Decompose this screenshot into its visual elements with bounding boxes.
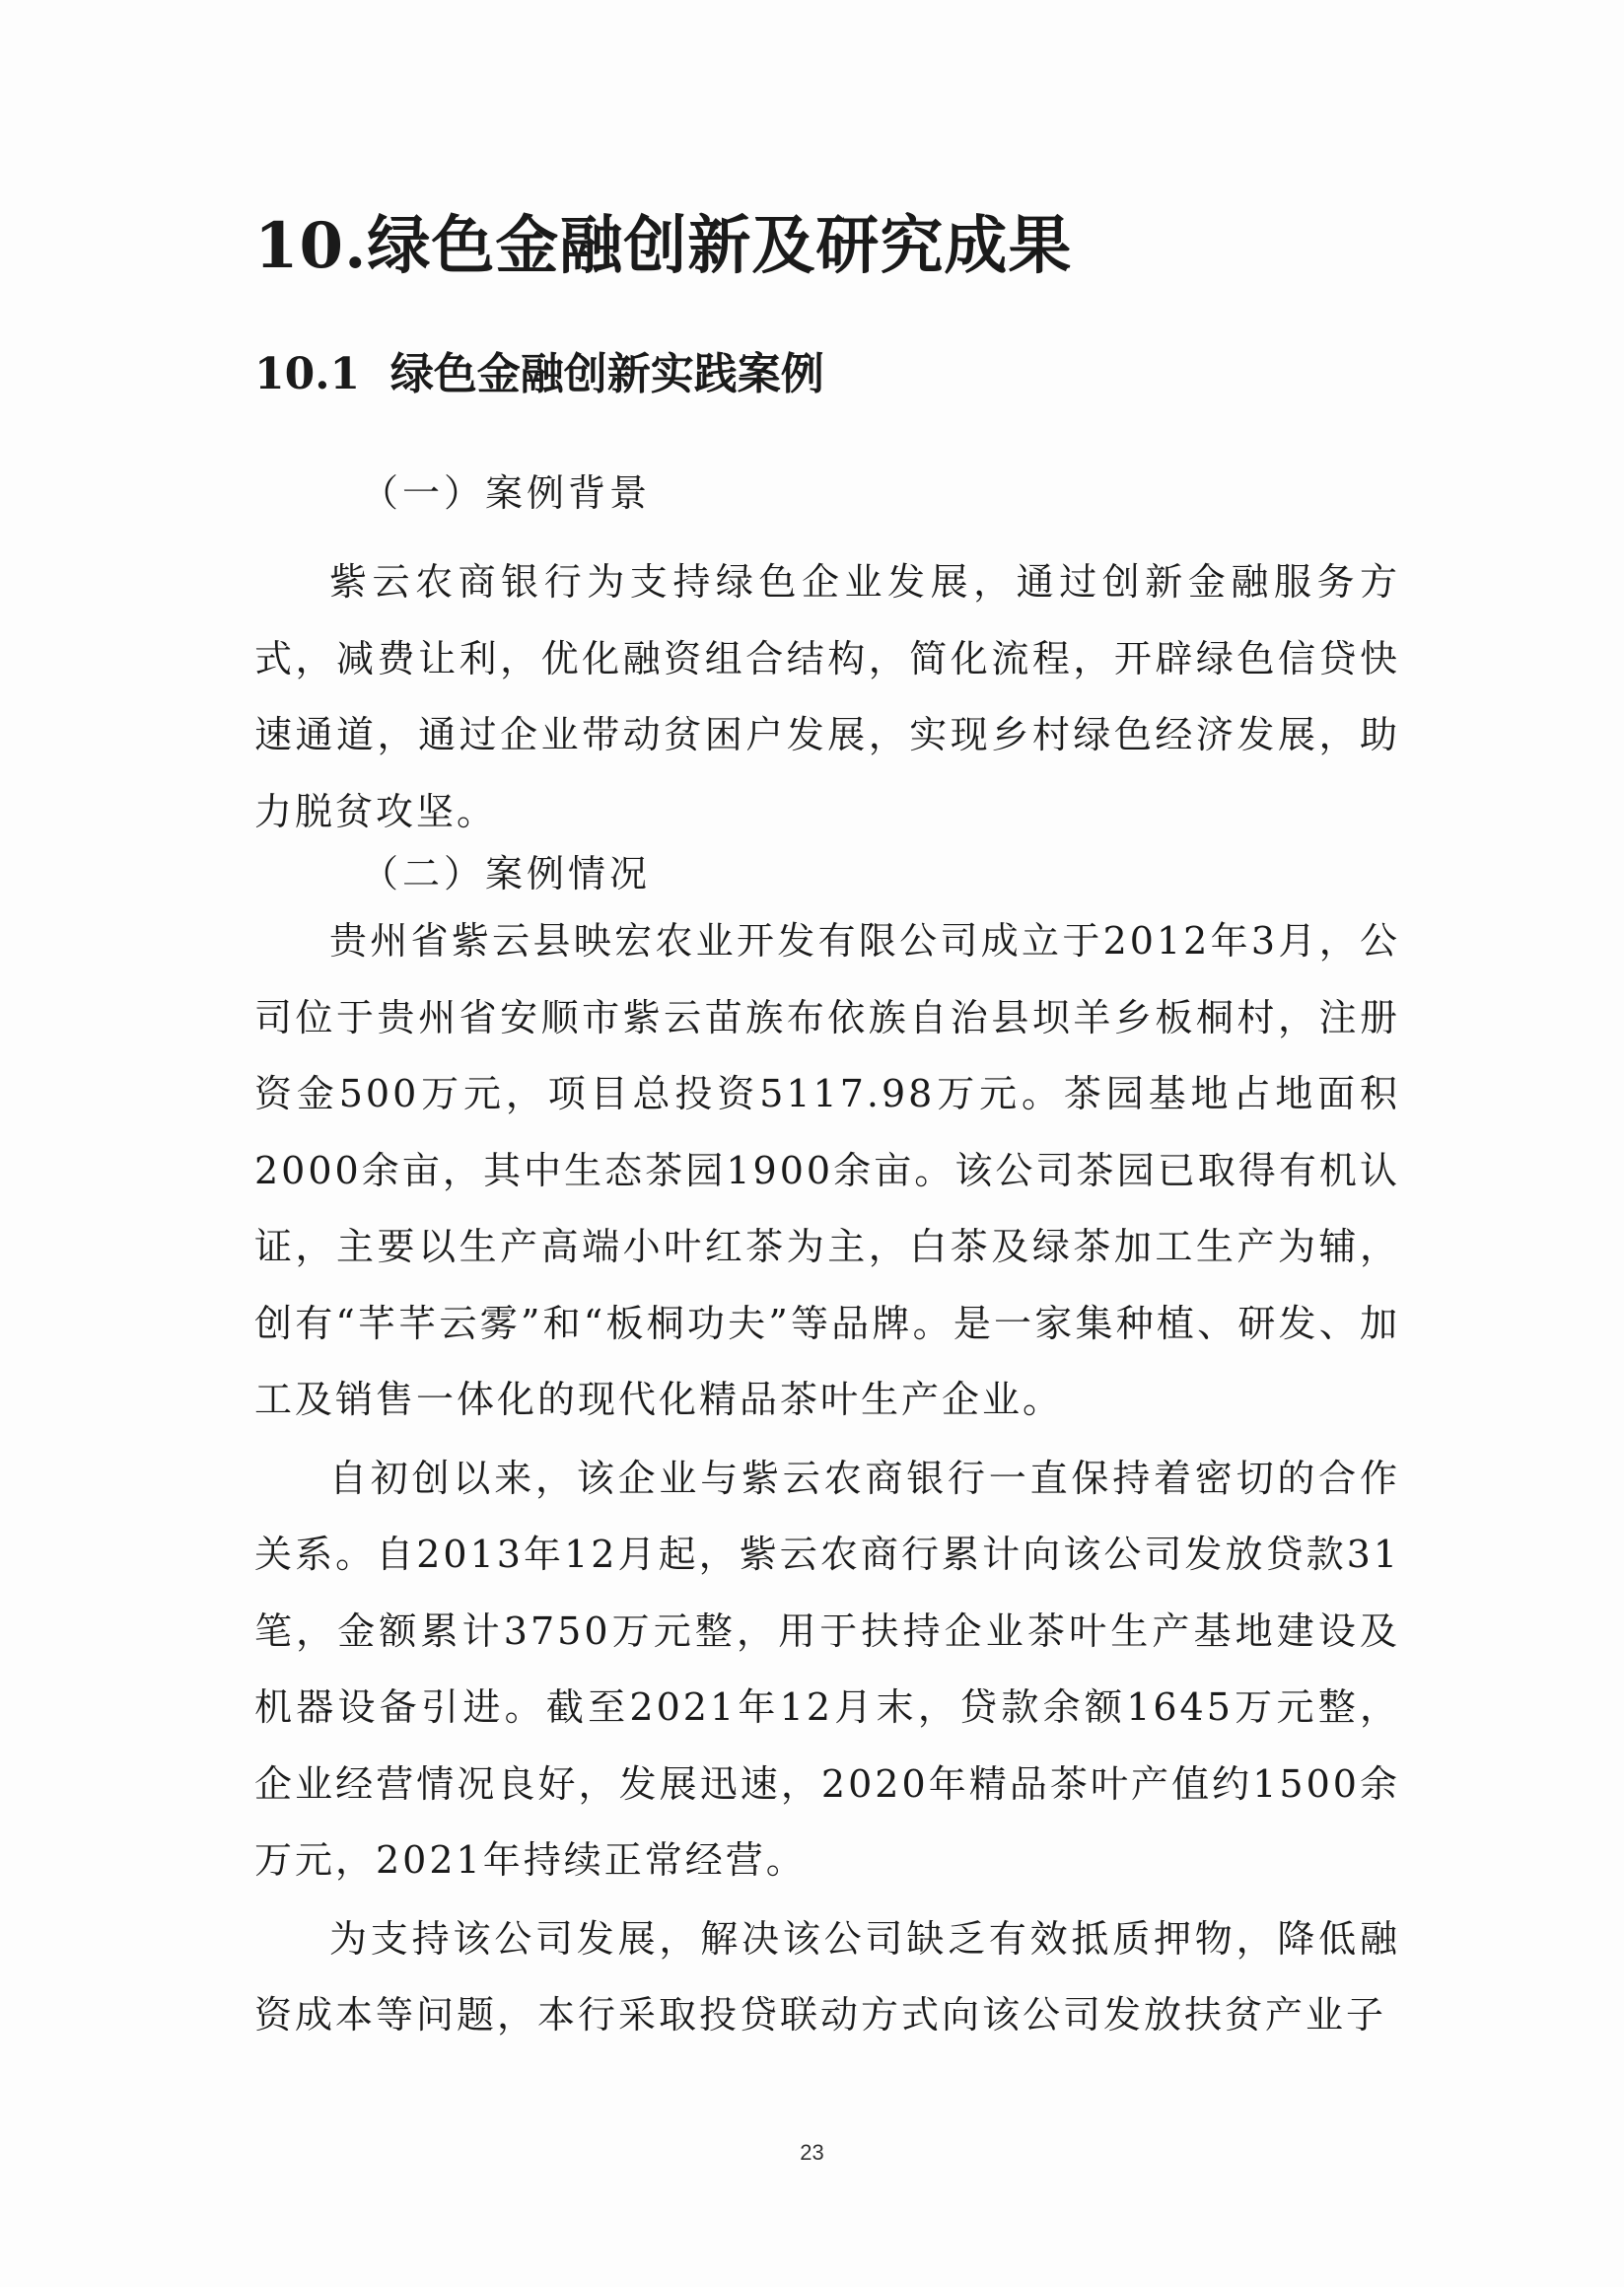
subsection-title-situation: （二）案例情况 (361, 852, 652, 895)
chapter-heading: 10.绿色金融创新及研究成果 (254, 209, 1073, 283)
section-number: 10.1 (254, 349, 361, 399)
paragraph-cooperation: 自初创以来，该企业与紫云农商银行一直保持着密切的合作关系。自2013年12月起，紫云农商行累计向该公司发放贷款31笔，金额累计3750万元整，用于扶持企业茶叶生产基地建设及机器设备引进。截至2021年12月末，贷款余额1645万元整，企业经营情况良好，发展迅速，2020年精品茶叶产值约1500余万元，2021年持续正常经营。 (254, 1456, 1400, 1882)
page-content (254, 207, 1400, 2054)
paragraph-company-intro: 贵州省紫云县映宏农业开发有限公司成立于2012年3月，公司位于贵州省安顺市紫云苗族布依族自治县坝羊乡板桐村，注册资金500万元，项目总投资5117.98万元。茶园基地占地面积2000余亩，其中生态茶园1900余亩。该公司茶园已取得有机认证，主要以生产高端小叶红茶为主，白茶及绿茶加工生产为辅，创有“芊芊云雾”和“板桐功夫”等品牌。是一家集种植、研发、加工及销售一体化的现代化精品茶叶生产企业。 (254, 919, 1400, 1421)
paragraph-background: 紫云农商银行为支持绿色企业发展，通过创新金融服务方式，减费让利，优化融资组合结构，简化流程，开辟绿色信贷快速通道，通过企业带动贫困户发展，实现乡村绿色经济发展，助力脱贫攻坚。 (254, 560, 1400, 833)
paragraph-support: 为支持该公司发展，解决该公司缺乏有效抵质押物，降低融资成本等问题，本行采取投贷联动方式向该公司发放扶贫产业子 (254, 1916, 1400, 2037)
subsection-title-background: （一）案例背景 (361, 471, 652, 515)
section-title: 绿色金融创新实践案例 (389, 349, 824, 399)
page-number: 23 (800, 2140, 824, 2165)
section-heading (254, 347, 1400, 402)
